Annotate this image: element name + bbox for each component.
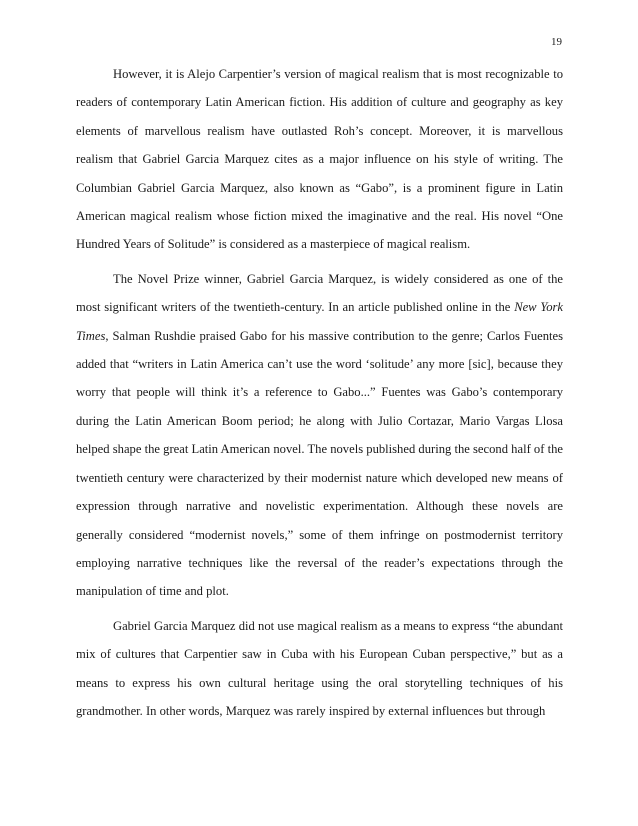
- paragraph-3: Gabriel Garcia Marquez did not use magical realism as a means to express “the abundant mix of cultures that Carpentier saw in Cuba with his European Cuban perspective,” but as a means to express his own cultural heritage using the oral storytelling techniques of his grandmother. In other words, Marquez was rarely inspired by external influences but through: [76, 618, 563, 718]
- page-number: 19: [551, 36, 562, 48]
- paragraph-1: However, it is Alejo Carpentier’s version of magical realism that is most recognizable to readers of contemporary Latin American fiction. His addition of culture and geography as key elements of marvellous realism have outlasted Roh’s concept. Moreover, it is marvellous realism that Gabriel Garcia Marquez cites as a major influence on his style of writing. The Columbian Gabriel Garcia Marquez, also known as “Gabo”, is a prominent figure in Latin American magical realism whose fiction mixed the imaginative and the real. His novel “One Hundred Years of Solitude” is considered as a masterpiece of magical realism.: [76, 67, 563, 252]
- paragraph-2-text-start: The Novel Prize winner, Gabriel Garcia Marquez, is widely considered as one of the most significant writers of the twentieth-century. In an article published online in the: [76, 271, 563, 315]
- document-body: [76, 60, 563, 731]
- paragraph-2-text-end: , Salman Rushdie praised Gabo for his massive contribution to the genre; Carlos Fuentes added that “writers in Latin America can’t use the word ‘solitude’ any more [sic], because they worry that people will think it’s a reference to Gabo...” Fuentes was Gabo’s contemporary during the Latin American Boom period; he along with Julio Cortazar, Mario Vargas Llosa helped shape the great Latin American novel. The novels published during the second half of the twentieth century were characterized by their modernist nature which developed new means of expression through narrative and novelistic experimentation. Although these novels are generally considered “modernist novels,” some of them infringe on postmodernist territory employing narrative techniques like the reversal of the reader’s expectations through the manipulation of time and plot.: [76, 328, 563, 599]
- publication-title: New York Times: [76, 300, 563, 343]
- paragraph-2: [76, 265, 563, 606]
